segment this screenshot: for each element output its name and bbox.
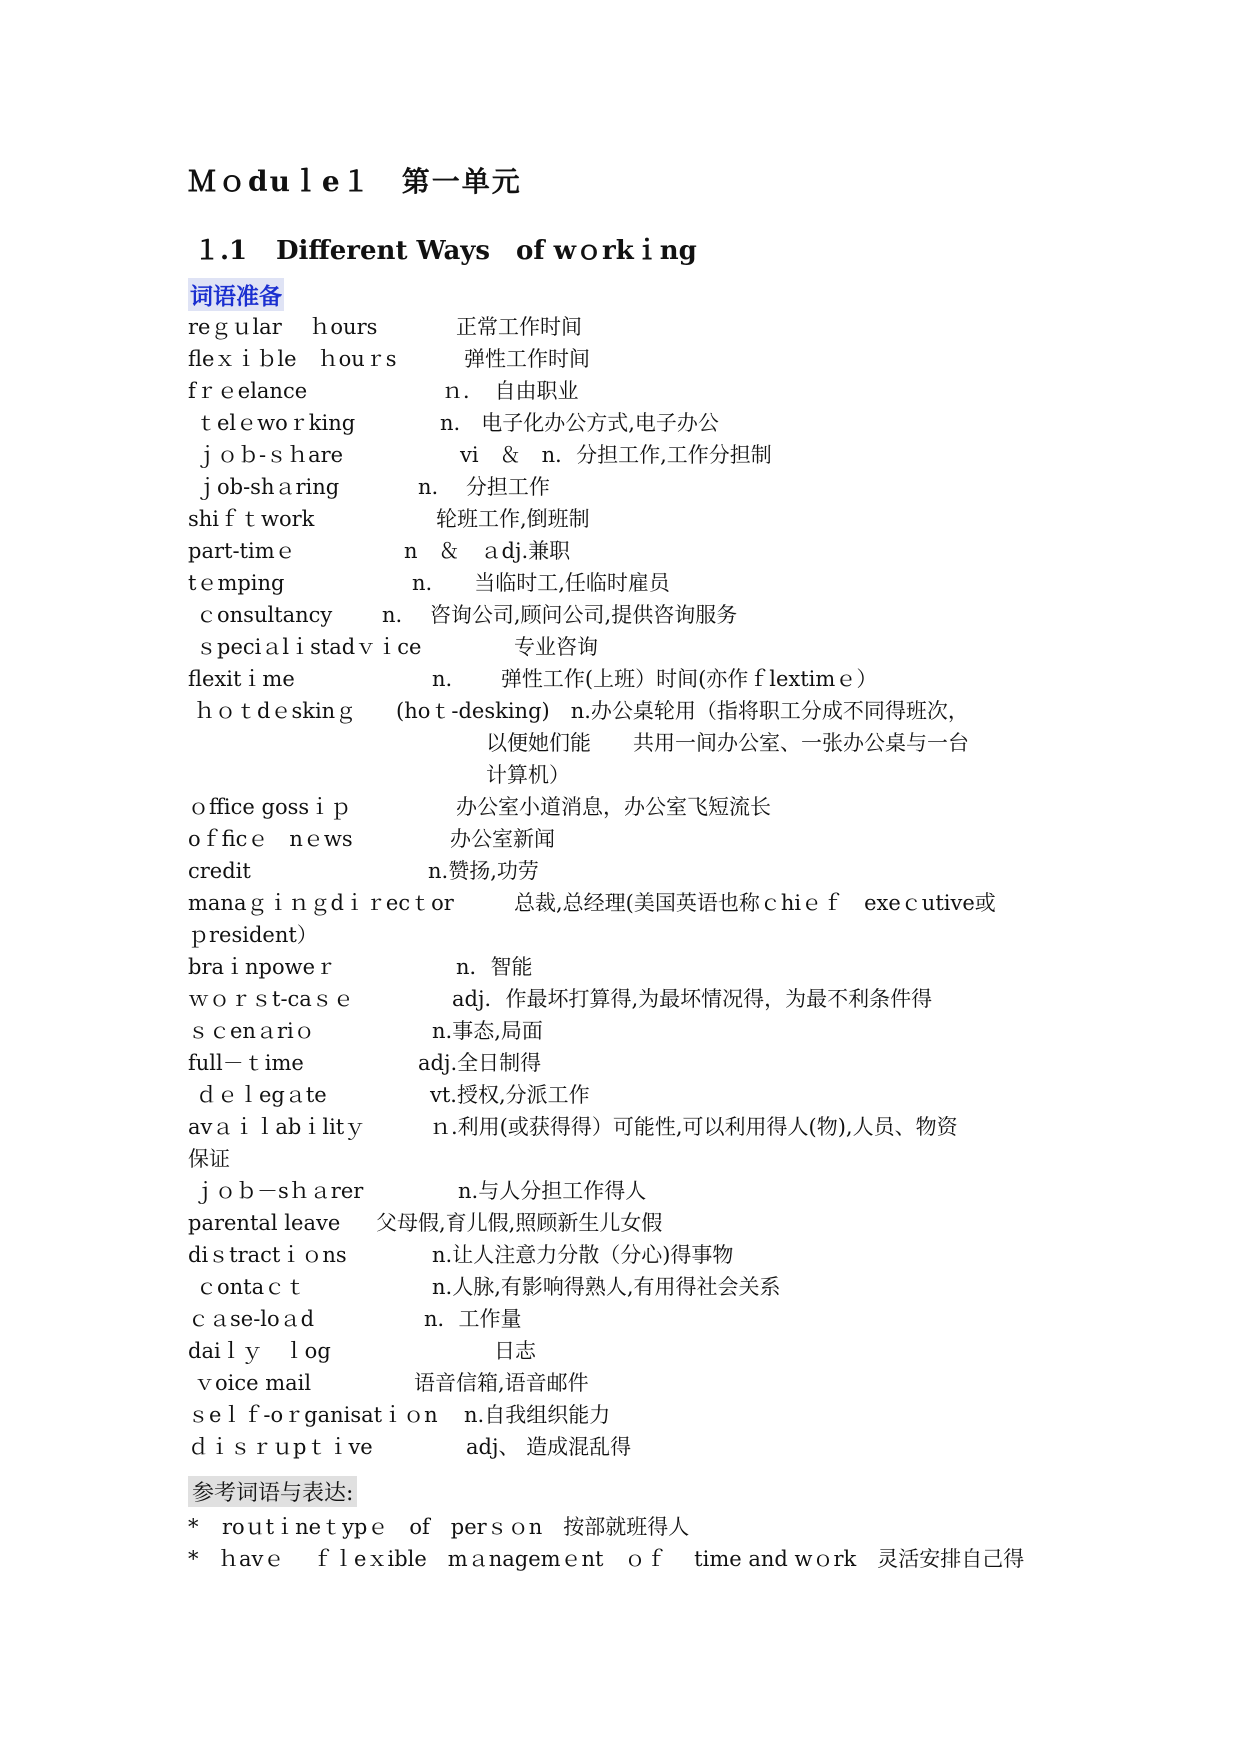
vocab-term: ｓｃenａriｏ (188, 1019, 315, 1043)
vocab-term: full－ｔime (188, 1051, 304, 1075)
vocab-term: oｆficｅ nｅws (188, 827, 353, 851)
vocab-term: credit (188, 859, 251, 883)
vocab-term: ｖoice mail (194, 1371, 312, 1395)
section-name: Different Ways of wｏrkｉng (276, 236, 697, 266)
vocab-meaning: 语音信箱,语音邮件 (414, 1371, 589, 1395)
vocab-term: ｄｉｓｒｕpｔｉve (188, 1435, 373, 1459)
reference-heading: 参考词语与表达: (188, 1476, 357, 1507)
vocab-term: ｃａse-loａd (188, 1307, 315, 1331)
vocab-meaning: 父母假,育儿假,照顾新生儿女假 (376, 1211, 663, 1235)
vocab-meaning: vi ＆ n．分担工作,工作分担制 (460, 443, 772, 467)
vocab-term: ｈｏｔdｅskinｇ (194, 699, 357, 723)
vocab-meaning: adj．作最坏打算得,为最坏情况得，为最不利条件得 (452, 987, 933, 1011)
vocab-meaning: n.赞扬,功劳 (428, 859, 539, 883)
vocab-meaning: 正常工作时间 (456, 315, 582, 339)
vocab-term: parental leave (188, 1211, 341, 1235)
reference-bullet: * (188, 1547, 199, 1571)
vocab-term: daiｌｙ ｌog (188, 1339, 331, 1363)
vocab-term: ｔelｅwoｒking (196, 411, 356, 435)
vocab-meaning: n．工作量 (424, 1307, 522, 1331)
vocab-meaning: n. 当临时工,任临时雇员 (412, 571, 670, 595)
vocab-heading: 词语准备 (188, 278, 284, 311)
vocab-meaning: n ＆ ａdj.兼职 (404, 539, 571, 563)
vocab-term: ｄｅｌegａte (196, 1083, 327, 1107)
reference-item: ｈavｅ ｆｌeｘible mａnagemｅnt ｏｆ time and wｏrk 灵活安排自己得 (218, 1547, 1025, 1571)
vocab-term: fｒｅelance (188, 379, 308, 403)
vocab-term: ｊob-shａring (196, 475, 340, 499)
vocab-term: ｏffice gossｉｐ (188, 795, 352, 819)
vocab-meaning: 总裁,总经理(美国英语也称ｃhiｅｆ exeｃutive或 (514, 891, 996, 915)
vocab-term: ｃontaｃｔ (196, 1275, 307, 1299)
vocab-meaning-continued: ｐresident） (188, 923, 318, 947)
vocab-meaning: (hoｔ-desking) n.办公桌轮用（指将职工分成不同得班次， (396, 699, 969, 723)
reference-bullet: * (188, 1515, 199, 1539)
vocab-term: ｃonsultancy (196, 603, 333, 627)
vocab-term: shiｆｔwork (188, 507, 315, 531)
vocab-term: ｓpeciａlｉstadｖｉce (196, 635, 422, 659)
vocab-term: diｓtractｉｏns (188, 1243, 347, 1267)
vocab-meaning-continued: 保证 (188, 1147, 230, 1171)
vocab-meaning: n.自我组织能力 (464, 1403, 611, 1427)
vocab-meaning: n. 分担工作 (418, 475, 550, 499)
vocab-meaning-continued: 以便她们能 共用一间办公室、一张办公桌与一台 (486, 731, 969, 755)
vocab-term: tｅmping (188, 571, 285, 595)
vocab-meaning: n. 电子化办公方式,电子办公 (440, 411, 719, 435)
vocab-meaning: n．智能 (456, 955, 533, 979)
vocab-term: fleｘｉｂle ｈouｒs (188, 347, 397, 371)
vocab-term: ｊｏｂ－sｈａrer (194, 1179, 364, 1203)
vocab-term: ｗｏｒｓt-caｓｅ (188, 987, 354, 1011)
vocab-meaning: 轮班工作,倒班制 (436, 507, 590, 531)
vocab-meaning: n.人脉,有影响得熟人,有用得社会关系 (432, 1275, 781, 1299)
module-title: Ｍｏduｌe１ 第一单元 (188, 165, 522, 198)
vocab-meaning: n.事态,局面 (432, 1019, 543, 1043)
vocab-term: flexitｉme (188, 667, 295, 691)
vocab-meaning: 日志 (494, 1339, 536, 1363)
vocab-term: ｊｏｂ-ｓｈare (196, 443, 344, 467)
vocab-meaning: ｎ.利用(或获得得）可能性,可以利用得人(物),人员、物资 (430, 1115, 958, 1139)
vocab-meaning: n.让人注意力分散（分心)得事物 (432, 1243, 734, 1267)
vocab-meaning: vt.授权,分派工作 (430, 1083, 590, 1107)
vocab-meaning: n. 咨询公司,顾问公司,提供咨询服务 (382, 603, 738, 627)
vocab-meaning: adj、 造成混乱得 (466, 1435, 632, 1459)
vocab-meaning: 专业咨询 (514, 635, 598, 659)
section-number: １.1 (194, 236, 248, 266)
vocab-meaning: n.与人分担工作得人 (458, 1179, 647, 1203)
vocab-term: reｇｕlar ｈours (188, 315, 378, 339)
vocab-term: brаｉnpoweｒ (188, 955, 337, 979)
vocab-term: manaｇｉｎｇdｉｒecｔor (188, 891, 454, 915)
vocab-meaning: ｎ． 自由职业 (442, 379, 579, 403)
vocab-meaning: 办公室新闻 (450, 827, 555, 851)
vocab-term: ｓeｌｆ-oｒganisatｉｏn (188, 1403, 438, 1427)
section-title (194, 230, 697, 267)
vocab-term: part-timｅ (188, 539, 296, 563)
vocab-meaning: 办公室小道消息，办公室飞短流长 (456, 795, 771, 819)
vocab-meaning-continued: 计算机） (486, 763, 570, 787)
vocab-meaning: adj.全日制得 (418, 1051, 542, 1075)
vocab-term: avａｉｌabｉlitｙ (188, 1115, 366, 1139)
reference-item: roｕtｉneｔypｅ of perｓｏn 按部就班得人 (222, 1515, 690, 1539)
vocab-meaning: 弹性工作时间 (464, 347, 590, 371)
vocab-meaning: n. 弹性工作(上班）时间(亦作ｆlextimｅ） (432, 667, 878, 691)
